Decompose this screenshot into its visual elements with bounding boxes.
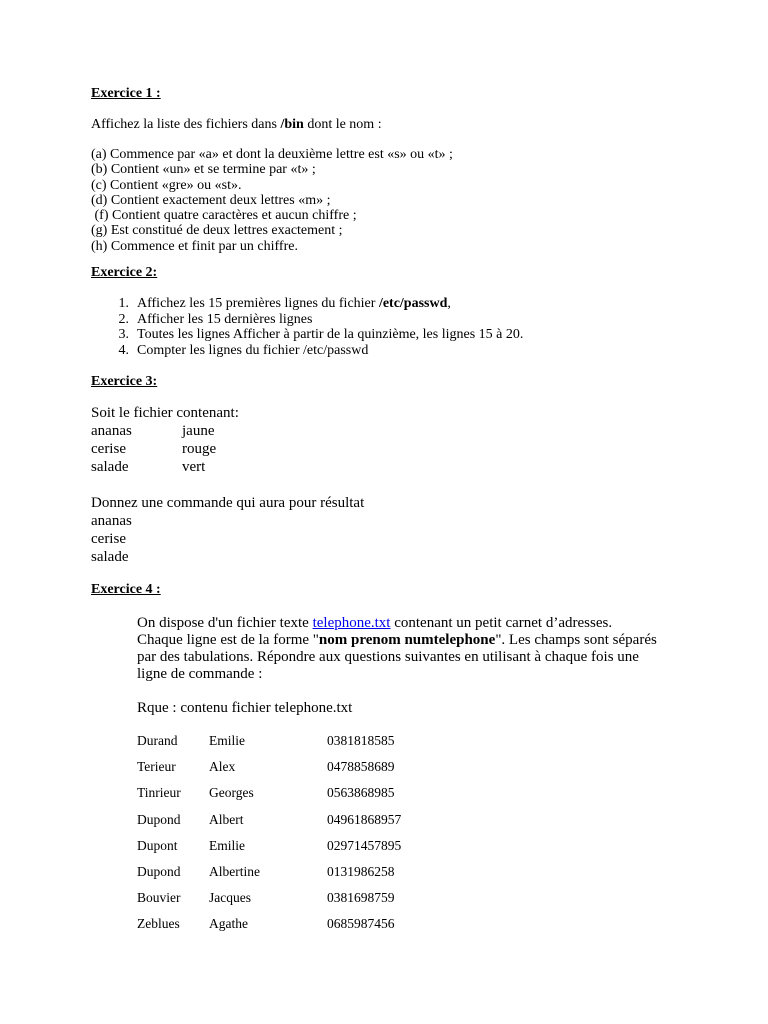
color-cell: vert <box>182 459 206 475</box>
last-name-cell: Dupond <box>137 811 181 827</box>
exercise-1-intro-text-end: dont le nom : <box>303 117 382 132</box>
exercise-4-title: Exercice 4 : <box>91 582 161 597</box>
list-number: 1. <box>118 296 129 311</box>
exercise-1-item: (h) Commence et finit par un chiffre. <box>91 238 298 254</box>
list-number: 4. <box>118 342 129 358</box>
last-name-cell: Dupont <box>137 837 178 853</box>
fruit-cell: ananas <box>91 423 132 439</box>
exercise-4-line: ligne de commande : <box>137 666 263 682</box>
exercise-2-item <box>91 327 523 343</box>
first-name-cell: Agathe <box>209 916 248 932</box>
phone-table-row <box>137 916 457 942</box>
exercise-1-item: (g) Est constitué de deux lettres exactement ; <box>91 223 343 239</box>
exercise-4-line <box>137 615 657 632</box>
first-name-cell: Jacques <box>209 890 251 906</box>
phone-number-cell: 02971457895 <box>327 837 402 853</box>
exercise-1-intro <box>91 117 382 133</box>
last-name-cell: Durand <box>137 733 178 748</box>
exercise-4-bold: nom prenom numtelephone <box>318 632 496 648</box>
result-line: salade <box>91 549 129 565</box>
exercise-3-intro: Soit le fichier contenant: <box>91 405 239 421</box>
phone-number-cell: 0381818585 <box>327 733 395 748</box>
file-row <box>91 440 491 458</box>
result-line: cerise <box>91 531 126 547</box>
phone-table-row <box>137 812 457 838</box>
phone-table-row <box>137 864 457 890</box>
last-name-cell: Bouvier <box>137 890 181 906</box>
file-row <box>91 458 491 476</box>
exercise-1-title: Exercice 1 : <box>91 86 161 101</box>
phone-number-cell: 0478858689 <box>327 759 395 775</box>
fruit-cell: salade <box>91 459 129 475</box>
phone-table-row <box>137 890 457 916</box>
exercise-1-intro-bold: /bin <box>280 117 304 132</box>
phone-number-cell: 04961868957 <box>327 811 402 827</box>
first-name-cell: Alex <box>209 759 236 775</box>
phone-table-row <box>137 838 457 864</box>
first-name-cell: Albert <box>209 811 244 827</box>
exercise-2-list <box>91 296 523 358</box>
exercise-2-item <box>91 312 523 328</box>
telephone-file-link[interactable]: telephone.txt <box>312 615 391 631</box>
result-line: ananas <box>91 513 132 529</box>
exercise-4-text-end: ". Les champs sont séparés <box>495 632 657 648</box>
exercise-4-line <box>137 632 657 649</box>
exercise-4-line: par des tabulations. Répondre aux questions suivantes en utilisant à chaque fois une <box>137 649 639 665</box>
exercise-2-item-text: Affichez les 15 premières lignes du fichier <box>137 296 379 311</box>
phone-table-row <box>137 759 457 785</box>
exercise-1-item: (d) Contient exactement deux lettres «m» ; <box>91 192 331 208</box>
phone-number-cell: 0685987456 <box>327 916 395 932</box>
phone-number-cell: 0563868985 <box>327 785 395 801</box>
exercise-1-list <box>91 147 453 254</box>
phone-table-row <box>137 785 457 811</box>
exercise-2-title: Exercice 2: <box>91 265 158 280</box>
exercise-3-title: Exercice 3: <box>91 374 158 389</box>
exercise-1-item: (a) Commence par «a» et dont la deuxième lettre est «s» ou «t» ; <box>91 147 453 162</box>
phone-table <box>137 733 457 943</box>
exercise-4-text-end: contenant un petit carnet d’adresses. <box>390 615 613 631</box>
last-name-cell: Terieur <box>137 759 176 775</box>
exercise-4-paragraph <box>137 615 657 683</box>
last-name-cell: Dupond <box>137 863 181 879</box>
file-row <box>91 422 491 440</box>
last-name-cell: Tinrieur <box>137 785 181 801</box>
first-name-cell: Albertine <box>209 863 260 879</box>
last-name-cell: Zeblues <box>137 916 180 932</box>
phone-number-cell: 0381698759 <box>327 890 395 906</box>
exercise-2-item-text: Afficher les 15 dernières lignes <box>137 311 313 327</box>
exercise-3-content <box>91 404 491 566</box>
exercise-3-question: Donnez une commande qui aura pour résultat <box>91 495 365 511</box>
first-name-cell: Emilie <box>209 837 245 853</box>
exercise-2-item <box>91 343 523 359</box>
exercise-1-intro-text: Affichez la liste des fichiers dans <box>91 117 281 132</box>
first-name-cell: Emilie <box>209 733 245 748</box>
color-cell: jaune <box>182 423 215 439</box>
exercise-1-item: (b) Contient «un» et se termine par «t» ; <box>91 162 316 178</box>
exercise-2-item-bold: /etc/passwd <box>378 296 448 311</box>
phone-number-cell: 0131986258 <box>327 863 395 879</box>
exercise-4-text: Chaque ligne est de la forme " <box>137 632 319 648</box>
list-number: 2. <box>118 311 129 327</box>
exercise-1-item: (c) Contient «gre» ou «st». <box>91 177 242 193</box>
fruit-cell: cerise <box>91 441 126 457</box>
exercise-2-item-text-end: , <box>447 296 451 311</box>
exercise-1-item: (f) Contient quatre caractères et aucun chiffre ; <box>91 208 357 224</box>
phone-table-row <box>137 733 457 759</box>
color-cell: rouge <box>182 441 217 457</box>
list-number: 3. <box>118 327 129 342</box>
exercise-2-item <box>91 296 523 312</box>
exercise-2-item-text: Compter les lignes du fichier /etc/passwd <box>137 342 369 358</box>
exercise-2-item-text: Toutes les lignes Afficher à partir de la quinzième, les lignes 15 à 20. <box>137 327 524 342</box>
first-name-cell: Georges <box>209 785 254 801</box>
rque-note: Rque : contenu fichier telephone.txt <box>137 700 353 716</box>
exercise-4-text: On dispose d'un fichier texte <box>137 615 313 631</box>
